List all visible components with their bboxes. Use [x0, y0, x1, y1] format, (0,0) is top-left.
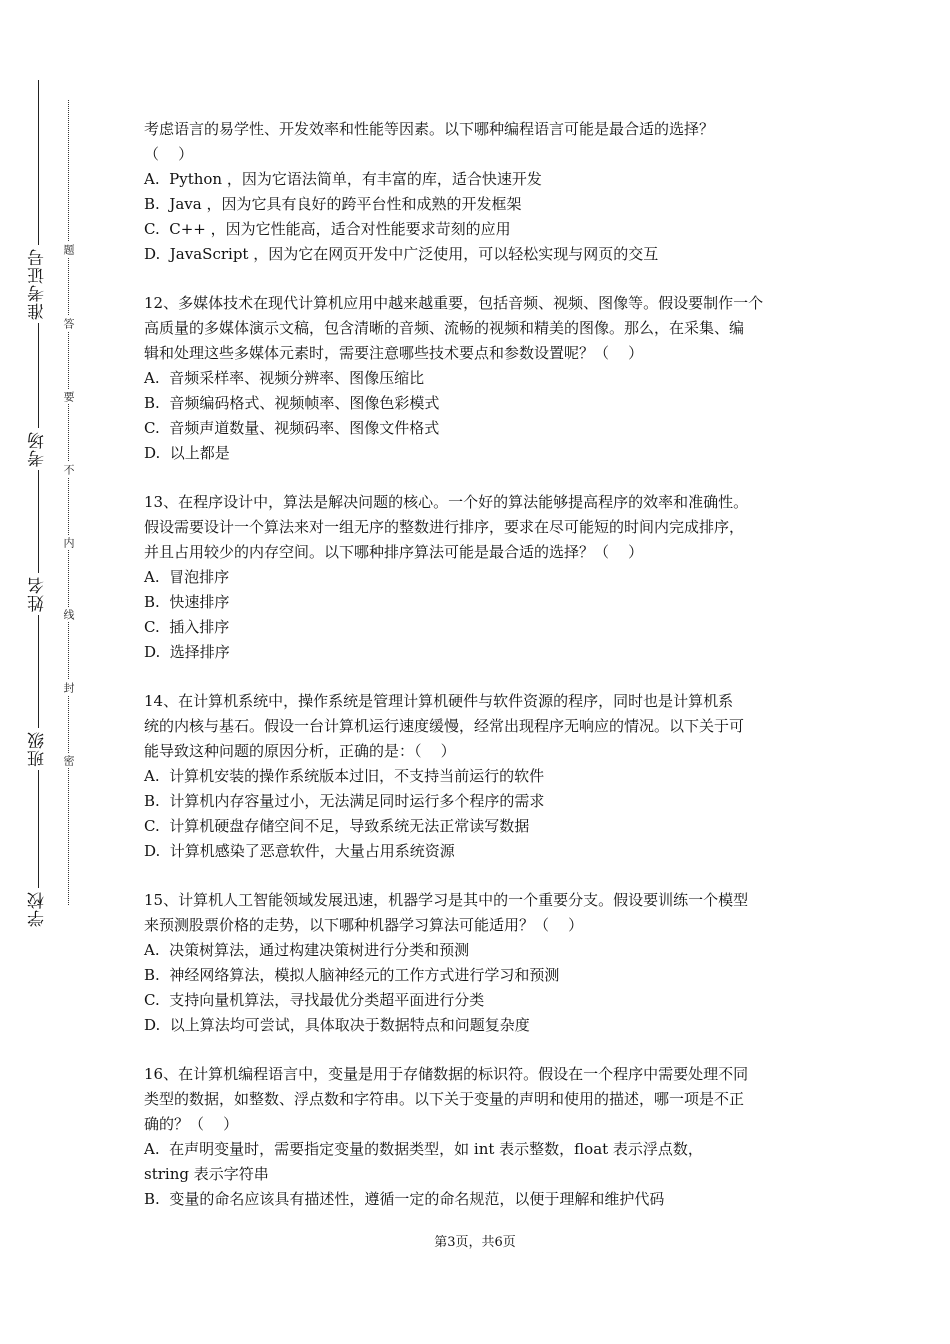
question-stem-line: 确的？（ ） — [144, 1115, 239, 1133]
seal-char: 题 — [62, 244, 75, 255]
question-stem-line: 14、在计算机系统中，操作系统是管理计算机硬件与软件资源的程序，同时也是计算机系 — [144, 692, 734, 710]
question-stem-line: （ ） — [144, 145, 194, 163]
seal-char: 内 — [62, 537, 75, 548]
seal-char: 密 — [62, 755, 75, 766]
option-d: D. 以上算法均可尝试，具体取决于数据特点和问题复杂度 — [144, 1016, 530, 1034]
question-stem-line: 15、计算机人工智能领域发展迅速，机器学习是其中的一个重要分支。假设要训练一个模型 — [144, 891, 749, 909]
option-a: A. 冒泡排序 — [144, 568, 230, 586]
option-d: D. 计算机感染了恶意软件，大量占用系统资源 — [144, 842, 455, 860]
option-a: A. Python ，因为它语法简单，有丰富的库，适合快速开发 — [144, 170, 542, 188]
option-b: B. 神经网络算法，模拟人脑神经元的工作方式进行学习和预测 — [144, 966, 560, 984]
seal-char: 答 — [62, 318, 75, 329]
seal-char: 封 — [62, 682, 75, 693]
option-c: C. C++ ，因为它性能高，适合对性能要求苛刻的应用 — [144, 220, 511, 238]
option-a: A. 决策树算法，通过构建决策树进行分类和预测 — [144, 941, 470, 959]
dotted-seal-line — [68, 100, 69, 905]
question-stem-line: 能导致这种问题的原因分析，正确的是：（ ） — [144, 742, 456, 760]
school-label: 学校 — [26, 888, 50, 930]
option-a-continued: string 表示字符串 — [144, 1165, 269, 1183]
solid-binding-line — [38, 80, 39, 930]
seal-char: 要 — [62, 391, 75, 402]
question-list — [144, 117, 809, 1236]
option-c: C. 插入排序 — [144, 618, 230, 636]
option-b: B. 计算机内存容量过小，无法满足同时运行多个程序的需求 — [144, 792, 545, 810]
question-16 — [144, 1062, 809, 1212]
name-label: 姓名 — [26, 573, 50, 615]
question-15 — [144, 888, 809, 1038]
question-12 — [144, 291, 809, 466]
question-stem-line: 13、在程序设计中，算法是解决问题的核心。一个好的算法能够提高程序的效率和准确性。 — [144, 493, 749, 511]
question-stem-line: 并且占用较少的内存空间。以下哪种排序算法可能是最合适的选择？（ ） — [144, 543, 644, 561]
question-14 — [144, 689, 809, 864]
question-stem-line: 辑和处理这些多媒体元素时，需要注意哪些技术要点和参数设置呢？（ ） — [144, 344, 644, 362]
option-a: A. 音频采样率、视频分辨率、图像压缩比 — [144, 369, 425, 387]
option-b: B. 音频编码格式、视频帧率、图像色彩模式 — [144, 394, 440, 412]
question-stem-line: 假设需要设计一个算法来对一组无序的整数进行排序，要求在尽可能短的时间内完成排序， — [144, 518, 745, 536]
class-label: 班级 — [26, 728, 50, 770]
exam-number-label: 准考证号 — [26, 245, 50, 323]
seal-char: 不 — [62, 464, 75, 475]
question-11 — [144, 117, 809, 267]
option-b: B. Java ，因为它具有良好的跨平台性和成熟的开发框架 — [144, 195, 522, 213]
option-c: C. 支持向量机算法，寻找最优分类超平面进行分类 — [144, 991, 485, 1009]
option-d: D. 以上都是 — [144, 444, 230, 462]
question-stem-line: 12、多媒体技术在现代计算机应用中越来越重要，包括音频、视频、图像等。假设要制作一个 — [144, 294, 764, 312]
option-a: A. 在声明变量时，需要指定变量的数据类型，如 int 表示整数，float 表示浮点数， — [144, 1140, 703, 1158]
option-c: C. 音频声道数量、视频码率、图像文件格式 — [144, 419, 440, 437]
question-stem-line: 考虑语言的易学性、开发效率和性能等因素。以下哪种编程语言可能是最合适的选择？ — [144, 120, 715, 138]
option-b: B. 变量的命名应该具有描述性，遵循一定的命名规范，以便于理解和维护代码 — [144, 1190, 665, 1208]
question-stem-line: 高质量的多媒体演示文稿，包含清晰的音频、流畅的视频和精美的图像。那么，在采集、编 — [144, 319, 745, 337]
option-d: D. 选择排序 — [144, 643, 230, 661]
question-13 — [144, 490, 809, 665]
option-c: C. 计算机硬盘存储空间不足，导致系统无法正常读写数据 — [144, 817, 530, 835]
binding-margin — [0, 0, 110, 1344]
question-stem-line: 16、在计算机编程语言中，变量是用于存储数据的标识符。假设在一个程序中需要处理不同 — [144, 1065, 749, 1083]
option-a: A. 计算机安装的操作系统版本过旧，不支持当前运行的软件 — [144, 767, 545, 785]
option-d: D. JavaScript ，因为它在网页开发中广泛使用，可以轻松实现与网页的交互 — [144, 245, 659, 263]
page-footer: 第3页，共6页 — [434, 1235, 516, 1250]
seal-char: 线 — [62, 609, 75, 620]
question-stem-line: 类型的数据，如整数、浮点数和字符串。以下关于变量的声明和使用的描述，哪一项是不正 — [144, 1090, 745, 1108]
question-stem-line: 来预测股票价格的走势，以下哪种机器学习算法可能适用？（ ） — [144, 916, 584, 934]
exam-room-label: 考场 — [26, 428, 50, 470]
question-stem-line: 统的内核与基石。假设一台计算机运行速度缓慢，经常出现程序无响应的情况。以下关于可 — [144, 717, 745, 735]
option-b: B. 快速排序 — [144, 593, 230, 611]
